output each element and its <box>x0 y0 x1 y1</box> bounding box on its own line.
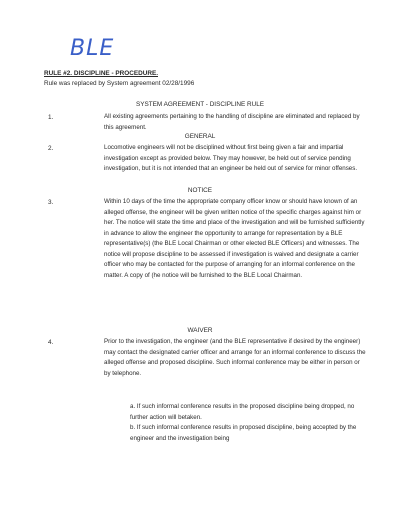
item-number: 3. <box>48 199 54 206</box>
subitem-list <box>130 402 366 444</box>
heading-notice: NOTICE <box>187 187 213 194</box>
heading-waiver: WAIVER <box>187 327 213 334</box>
section-title: SYSTEM AGREEMENT - DISCIPLINE RULE <box>135 101 265 108</box>
item-text: Prior to the investigation, the engineer (and the BLE representative if desired by the engineer) may contact the designated carrier officer and arrange for an informal conference to discuss the alleged offense and proposed discipline. Such informal conference may be either in person or by telephone. <box>104 338 366 377</box>
subitem: b. If such informal conference results in proposed discipline, being accepted by the engineer and the investigation being <box>130 424 357 442</box>
item-number: 4. <box>48 339 54 346</box>
rule-title: RULE #2. DISCIPLINE - PROCEDURE. <box>44 70 158 77</box>
handwritten-annotation: BLE <box>70 36 115 61</box>
item-number: 1. <box>48 114 54 121</box>
subitem: a. If such informal conference results in the proposed discipline being dropped, no further action will betaken. <box>130 403 355 421</box>
item-text: All existing agreements pertaining to the handling of discipline are eliminated and replaced by this agreement. <box>104 113 360 131</box>
item-text: Locomotive engineers will not be disciplined without first being given a fair and impartial investigation except as provided below. They may however, be held out of service pending investigation, but it is not intended that an engineer be held out of service for minor offenses. <box>104 144 358 172</box>
item-text: Within 10 days of the time the appropriate company officer know or should have known of an alleged offense, the engineer will be given written notice of the specific charges against him or her. The notice will state the time and place of the investigation and will be furnished sufficiently in advance to allow the engineer the opportunity to arrange for representation by a BLE representative(s) (the BLE Local Chairman or other elected BLE Officers) and witnesses. The notice will propose discipline to be assessed if investigation is waived and designate a carrier officer who may be contacted for the purpose of arranging for an informal conference on the matter. A copy of (he notice will be furnished to the BLE Local Chairman. <box>104 198 365 279</box>
item-number: 2. <box>48 145 54 152</box>
heading-general: GENERAL <box>184 133 216 140</box>
replaced-note: Rule was replaced by System agreement 02/28/1996 <box>44 80 195 87</box>
